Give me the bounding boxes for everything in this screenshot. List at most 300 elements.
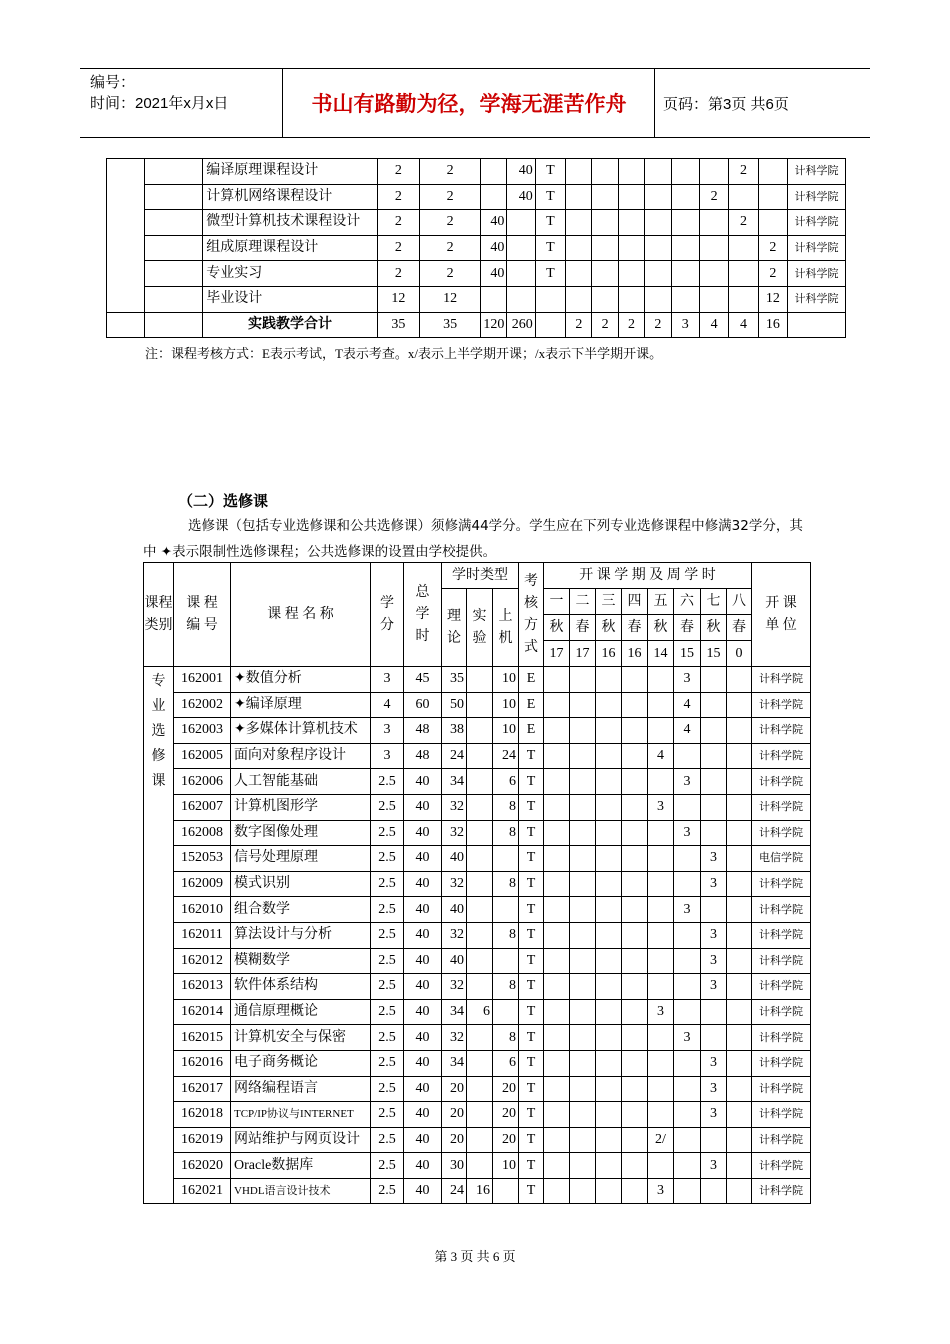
elective-row [144,1178,811,1204]
col-name: 课 程 名 称 [231,563,371,667]
exam-cell: T [519,922,544,948]
term-cell [729,235,758,261]
term-cell [645,184,671,210]
unit-cell: 计科学院 [788,261,846,287]
credit-cell: 35 [377,312,420,338]
exam-cell: T [519,871,544,897]
term-cell: 2 [699,184,728,210]
computer-cell: 8 [493,871,519,897]
term-cell [570,718,596,744]
theory-cell: 120 [481,312,507,338]
term-cell [570,1025,596,1051]
term-cell [645,210,671,236]
term-cell [622,897,648,923]
term-cell [671,286,699,312]
computer-cell [493,1178,519,1204]
computer-cell: 8 [493,922,519,948]
total-cell: 40 [404,974,442,1000]
elective-row [144,820,811,846]
total-cell: 40 [404,1127,442,1153]
term-cell [566,210,592,236]
theory-cell [481,184,507,210]
theory-cell: 32 [442,922,467,948]
credit-cell: 2.5 [371,846,404,872]
exam-cell: T [519,1153,544,1179]
term-cell [727,999,752,1025]
exam-cell [535,286,565,312]
course-name: 电子商务概论 [231,1050,371,1076]
theory-cell: 40 [442,948,467,974]
elective-row [144,999,811,1025]
term-cell [570,1153,596,1179]
unit-cell: 计科学院 [788,184,846,210]
unit-cell: 计科学院 [788,235,846,261]
term-cell [674,1076,701,1102]
term-cell [648,769,674,795]
col-total: 总学时 [404,563,442,667]
term-header: 一 [544,589,570,615]
unit-cell: 计科学院 [752,667,811,693]
unit-cell: 计科学院 [752,1076,811,1102]
term-cell: 2 [645,312,671,338]
season-header: 春 [622,615,648,641]
theory-cell: 32 [442,1025,467,1051]
term-cell [758,210,787,236]
computer-cell: 10 [493,692,519,718]
course-code: 162016 [174,1050,231,1076]
term-cell [592,159,618,185]
course-code: 162019 [174,1127,231,1153]
term-cell [570,1076,596,1102]
term-cell [671,261,699,287]
credit-cell: 2.5 [371,948,404,974]
credit-cell: 2 [377,210,420,236]
elective-row [144,718,811,744]
credit-cell: 2.5 [371,1102,404,1128]
computer-cell: 10 [493,667,519,693]
term-cell [699,261,728,287]
term-cell [596,974,622,1000]
course-name: ✦数值分析 [231,667,371,693]
term-cell: 4 [674,692,701,718]
term-cell: 12 [758,286,787,312]
code-cell [144,261,203,287]
unit-cell: 计科学院 [752,1127,811,1153]
term-cell [645,235,671,261]
exp-cell [467,846,493,872]
term-cell [727,871,752,897]
season-header: 春 [727,615,752,641]
computer-cell: 8 [493,794,519,820]
elective-row [144,1153,811,1179]
credit-cell: 2.5 [371,1050,404,1076]
term-cell [596,1178,622,1204]
course-name: 网络编程语言 [231,1076,371,1102]
total-cell: 40 [404,1153,442,1179]
term-cell [596,922,622,948]
term-cell: 3 [674,667,701,693]
term-cell [674,1102,701,1128]
total-cell: 40 [404,769,442,795]
term-cell [727,922,752,948]
term-cell: 3 [674,820,701,846]
term-cell [570,871,596,897]
total-cell: 40 [404,871,442,897]
term-cell [596,948,622,974]
term-cell [570,974,596,1000]
exam-cell: T [519,743,544,769]
course-code: 162002 [174,692,231,718]
term-cell: 3 [674,897,701,923]
term-cell [570,897,596,923]
course-name: 通信原理概论 [231,999,371,1025]
course-name: 人工智能基础 [231,769,371,795]
exp-cell [467,922,493,948]
term-cell [566,159,592,185]
course-code: 162012 [174,948,231,974]
course-name: 软件体系结构 [231,974,371,1000]
computer-cell: 10 [493,1153,519,1179]
term-cell [570,1050,596,1076]
weeks-header: 16 [596,641,622,667]
total-cell: 48 [404,743,442,769]
term-cell [618,184,644,210]
exam-cell: T [535,159,565,185]
computer-cell: 8 [493,820,519,846]
theory-cell: 50 [442,692,467,718]
col-exp: 实验 [467,589,493,667]
course-name: 信号处理原理 [231,846,371,872]
course-code: 162005 [174,743,231,769]
course-name: 网站维护与网页设计 [231,1127,371,1153]
unit-cell: 计科学院 [752,820,811,846]
term-cell [596,743,622,769]
course-name: 编译原理课程设计 [203,159,377,185]
exam-cell: T [519,974,544,1000]
season-header: 秋 [596,615,622,641]
practice-row [107,184,846,210]
season-header: 秋 [648,615,674,641]
exam-cell [535,312,565,338]
term-cell [648,1153,674,1179]
course-name: 组成原理课程设计 [203,235,377,261]
total-cell: 35 [420,312,481,338]
term-cell [544,871,570,897]
term-cell: 3 [701,1050,727,1076]
doc-number: 编号： [90,74,136,91]
term-cell [645,159,671,185]
col-code: 课 程 编 号 [174,563,231,667]
term-cell [701,718,727,744]
unit-cell: 计科学院 [752,1050,811,1076]
course-code: 152053 [174,846,231,872]
unit-cell: 计科学院 [788,286,846,312]
theory-cell: 32 [442,820,467,846]
term-cell [570,1102,596,1128]
computer-cell: 8 [493,1025,519,1051]
term-header: 四 [622,589,648,615]
computer-cell: 6 [493,1050,519,1076]
exam-cell: E [519,718,544,744]
col-category: 课程类别 [144,563,174,667]
elective-row [144,1076,811,1102]
exam-cell: E [519,667,544,693]
col-exam: 考核方式 [519,563,544,667]
exp-cell [467,820,493,846]
practice-total-row [107,312,846,338]
term-cell: 4 [729,312,758,338]
unit-cell: 计科学院 [752,897,811,923]
exp-cell [467,667,493,693]
term-cell [648,820,674,846]
term-cell [622,871,648,897]
term-cell [648,897,674,923]
total-cell: 48 [404,718,442,744]
term-cell [727,718,752,744]
course-name: 计算机图形学 [231,794,371,820]
exp-cell [467,871,493,897]
credit-cell: 2.5 [371,769,404,795]
term-cell [596,897,622,923]
elective-table [143,562,811,1204]
course-name: 模式识别 [231,871,371,897]
term-cell [544,948,570,974]
term-cell [544,718,570,744]
term-cell [727,897,752,923]
term-cell [592,261,618,287]
course-name: 专业实习 [203,261,377,287]
term-cell [570,692,596,718]
term-cell [674,922,701,948]
exp-cell [467,1153,493,1179]
exam-cell: T [519,1127,544,1153]
term-cell [596,999,622,1025]
weeks-header: 15 [674,641,701,667]
elective-row [144,948,811,974]
course-code: 162013 [174,974,231,1000]
term-cell: 3 [701,974,727,1000]
term-cell [596,1127,622,1153]
term-cell [648,1076,674,1102]
weeks-header: 14 [648,641,674,667]
term-cell [570,846,596,872]
term-cell: 2 [566,312,592,338]
unit-cell: 计科学院 [752,974,811,1000]
term-cell [570,1178,596,1204]
term-cell [622,692,648,718]
term-cell [622,1153,648,1179]
term-cell [596,846,622,872]
term-cell [699,159,728,185]
term-cell [592,235,618,261]
course-code: 162006 [174,769,231,795]
total-cell: 45 [404,667,442,693]
term-cell [671,235,699,261]
col-unit: 开 课 单 位 [752,563,811,667]
total-cell: 40 [404,948,442,974]
elective-row [144,743,811,769]
course-code: 162020 [174,1153,231,1179]
term-cell [596,718,622,744]
term-cell: 2 [758,261,787,287]
computer-cell: 8 [493,974,519,1000]
term-cell [622,743,648,769]
term-cell [701,769,727,795]
term-cell [727,1127,752,1153]
code-cell [144,235,203,261]
exp-cell: 16 [467,1178,493,1204]
term-cell: 3 [701,871,727,897]
exam-cell: T [519,999,544,1025]
total-label: 实践教学合计 [203,312,377,338]
elective-row [144,897,811,923]
page-header [80,68,870,138]
term-cell: 3 [701,922,727,948]
exp-cell: 40 [507,184,535,210]
term-cell [674,999,701,1025]
term-cell [701,1178,727,1204]
term-cell [729,261,758,287]
term-cell [727,769,752,795]
credit-cell: 12 [377,286,420,312]
practice-row [107,261,846,287]
exp-cell: 6 [467,999,493,1025]
credit-cell: 3 [371,718,404,744]
total-cell: 2 [420,159,481,185]
term-cell [544,1025,570,1051]
term-cell [622,999,648,1025]
computer-cell: 6 [493,769,519,795]
credit-cell: 2.5 [371,897,404,923]
col-hours-type: 学时类型 [442,563,519,589]
theory-cell: 40 [442,897,467,923]
term-cell [570,999,596,1025]
course-name: TCP/IP协议与INTERNET [231,1102,371,1128]
term-header: 五 [648,589,674,615]
course-name: 计算机安全与保密 [231,1025,371,1051]
term-cell [701,692,727,718]
code-cell [144,159,203,185]
theory-cell: 20 [442,1102,467,1128]
term-cell [674,1127,701,1153]
term-cell [648,692,674,718]
unit-cell: 计科学院 [752,692,811,718]
term-cell [618,286,644,312]
course-code: 162014 [174,999,231,1025]
exam-cell: T [519,1025,544,1051]
term-cell [544,846,570,872]
credit-cell: 2 [377,159,420,185]
header-motto: 书山有路勤为径，学海无涯苦作舟 [284,69,655,137]
exam-cell: T [535,235,565,261]
total-cell: 40 [404,820,442,846]
col-computer: 上机 [493,589,519,667]
exam-cell: T [519,769,544,795]
exam-cell: T [519,1050,544,1076]
theory-cell: 40 [442,846,467,872]
term-cell [674,846,701,872]
col-credit: 学分 [371,563,404,667]
doc-time: 时间：2021年x月x日 [90,95,229,112]
term-cell: 3 [674,1025,701,1051]
credit-cell: 2 [377,184,420,210]
term-cell [544,1050,570,1076]
theory-cell: 35 [442,667,467,693]
term-header: 八 [727,589,752,615]
exam-cell: T [519,846,544,872]
term-cell: 2 [592,312,618,338]
term-cell [544,1178,570,1204]
total-cell: 40 [404,897,442,923]
credit-cell: 3 [371,667,404,693]
term-cell [566,235,592,261]
course-code: 162018 [174,1102,231,1128]
theory-cell: 32 [442,871,467,897]
credit-cell: 2.5 [371,1127,404,1153]
category-cell [107,312,145,338]
code-cell [144,210,203,236]
credit-cell: 3 [371,743,404,769]
term-cell [544,1076,570,1102]
term-cell [674,948,701,974]
credit-cell: 2.5 [371,794,404,820]
term-cell [596,769,622,795]
term-header: 二 [570,589,596,615]
theory-cell: 30 [442,1153,467,1179]
course-name: 数字图像处理 [231,820,371,846]
elective-row [144,1025,811,1051]
term-cell [566,286,592,312]
term-cell [618,261,644,287]
exp-cell [467,769,493,795]
total-cell: 40 [404,1076,442,1102]
course-name: 算法设计与分析 [231,922,371,948]
term-cell [596,794,622,820]
exp-cell [467,974,493,1000]
term-cell [729,184,758,210]
course-name: 模糊数学 [231,948,371,974]
term-cell [727,667,752,693]
course-code: 162010 [174,897,231,923]
exp-cell [467,743,493,769]
elective-row [144,846,811,872]
term-cell: 3 [701,1076,727,1102]
term-cell [671,184,699,210]
term-cell [566,261,592,287]
term-cell [727,846,752,872]
code-cell [144,312,203,338]
theory-cell [481,159,507,185]
term-cell: 2 [618,312,644,338]
term-cell [622,974,648,1000]
course-code: 162021 [174,1178,231,1204]
term-cell [570,948,596,974]
term-cell: 2 [729,159,758,185]
term-cell [758,159,787,185]
term-cell [727,1102,752,1128]
term-cell [596,820,622,846]
weeks-header: 16 [622,641,648,667]
computer-cell: 20 [493,1102,519,1128]
total-cell: 40 [404,1050,442,1076]
term-cell [622,718,648,744]
term-cell [622,1050,648,1076]
credit-cell: 2.5 [371,999,404,1025]
course-code: 162009 [174,871,231,897]
term-cell: 3 [648,794,674,820]
credit-cell: 2 [377,235,420,261]
unit-cell: 计科学院 [752,999,811,1025]
